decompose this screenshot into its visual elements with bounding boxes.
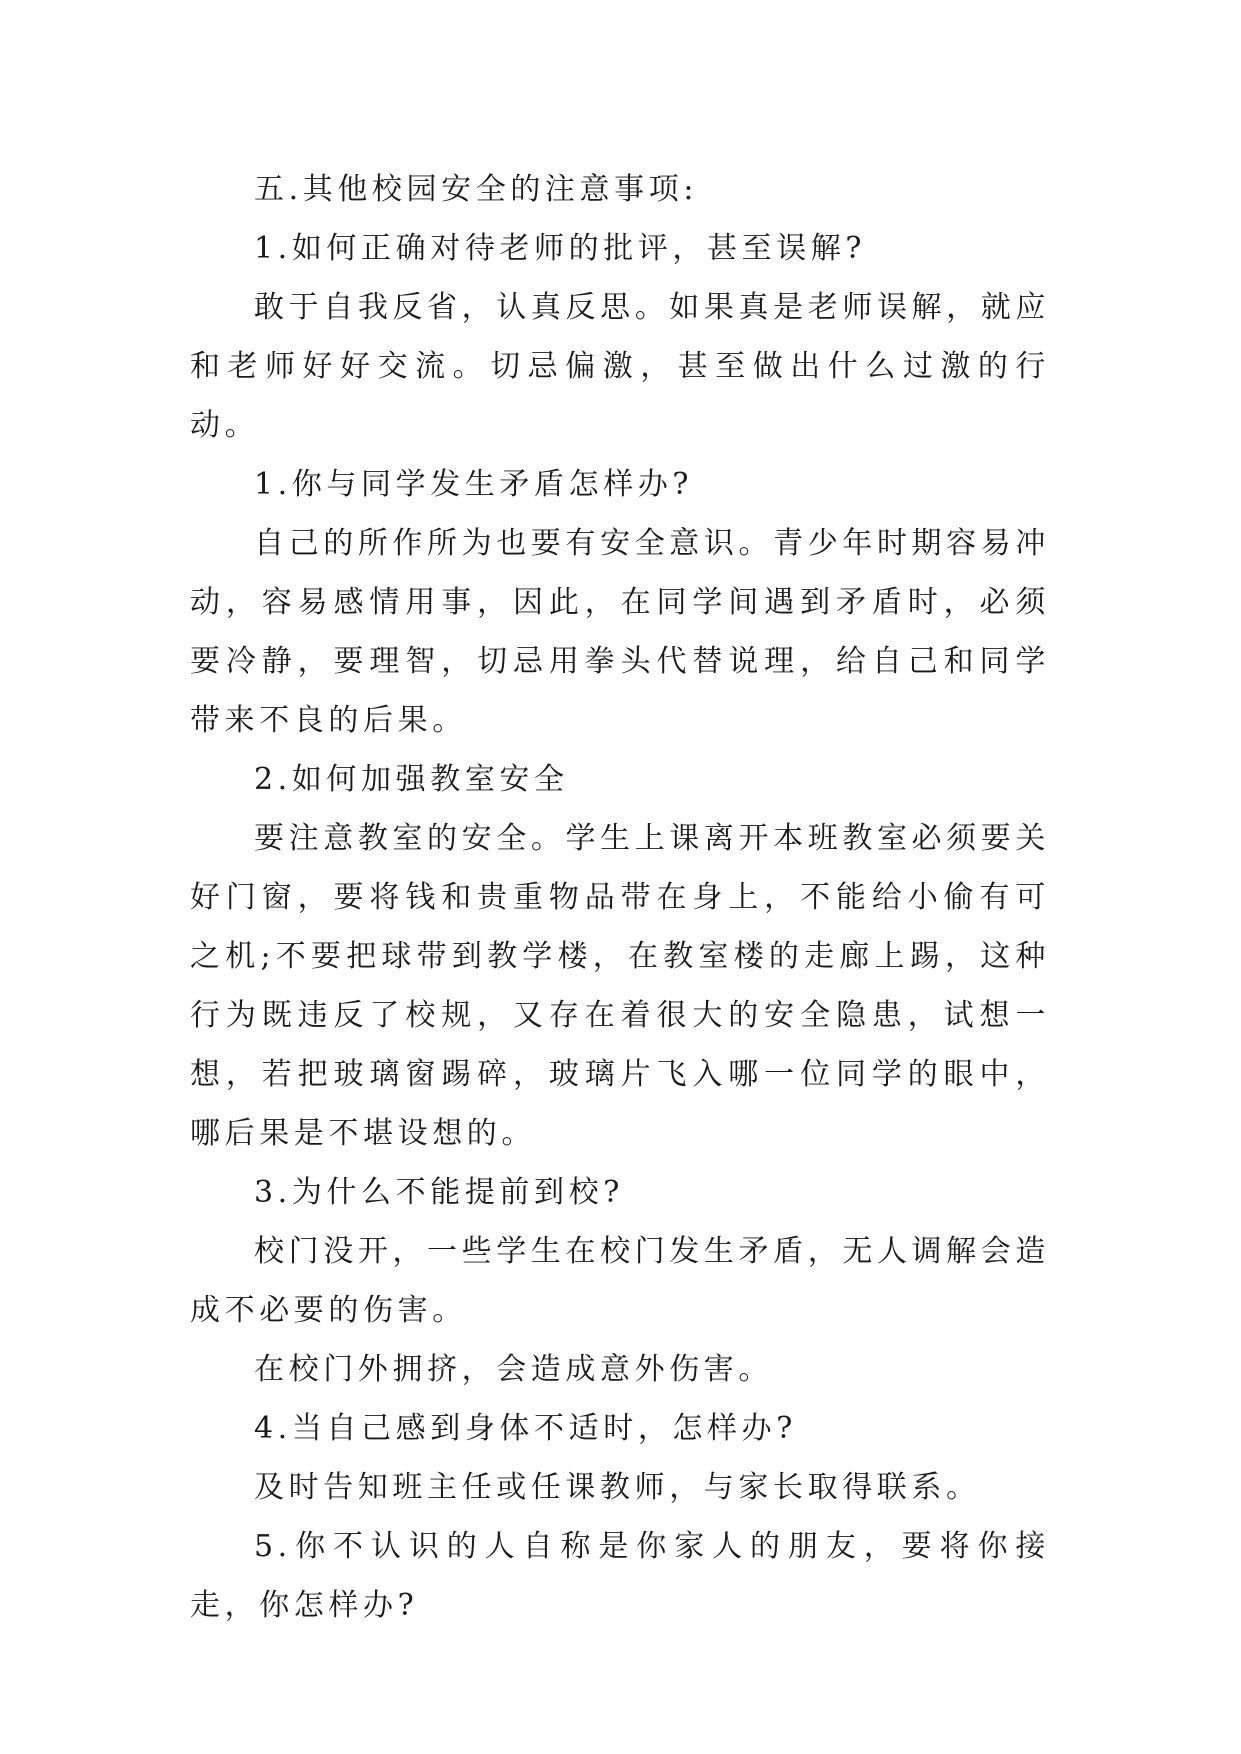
question-heading: 4.当自己感到身体不适时，怎样办? [254, 1411, 797, 1446]
document-body [190, 160, 1050, 1635]
question-heading: 1.你与同学发生矛盾怎样办? [254, 467, 694, 502]
answer-paragraph: 敢于自我反省，认真反思。如果真是老师误解，就应和老师好好交流。切忌偏激，甚至做出什么过激的行动。 [190, 290, 1050, 443]
answer-paragraph: 校门没开，一些学生在校门发生矛盾，无人调解会造成不必要的伤害。 [190, 1234, 1050, 1328]
question-heading: 1.如何正确对待老师的批评，甚至误解? [254, 231, 867, 266]
answer-paragraph: 在校门外拥挤，会造成意外伤害。 [254, 1352, 773, 1387]
answer-paragraph: 自己的所作所为也要有安全意识。青少年时期容易冲动，容易感情用事，因此，在同学间遇到矛盾时，必须要冷静，要理智，切忌用拳头代替说理，给自己和同学带来不良的后果。 [190, 526, 1050, 738]
question-heading: 5.你不认识的人自称是你家人的朋友，要将你接走，你怎样办? [190, 1529, 1050, 1623]
answer-paragraph: 要注意教室的安全。学生上课离开本班教室必须要关好门窗，要将钱和贵重物品带在身上，不能给小偷有可之机;不要把球带到教学楼，在教室楼的走廊上踢，这种行为既违反了校规，又存在着很大的安全隐患，试想一想，若把玻璃窗踢碎，玻璃片飞入哪一位同学的眼中，哪后果是不堪设想的。 [190, 821, 1050, 1151]
section-heading: 五.其他校园安全的注意事项: [254, 172, 699, 207]
question-heading: 2.如何加强教室安全 [254, 762, 569, 797]
question-heading: 3.为什么不能提前到校? [254, 1175, 624, 1210]
answer-paragraph: 及时告知班主任或任课教师，与家长取得联系。 [254, 1470, 981, 1505]
